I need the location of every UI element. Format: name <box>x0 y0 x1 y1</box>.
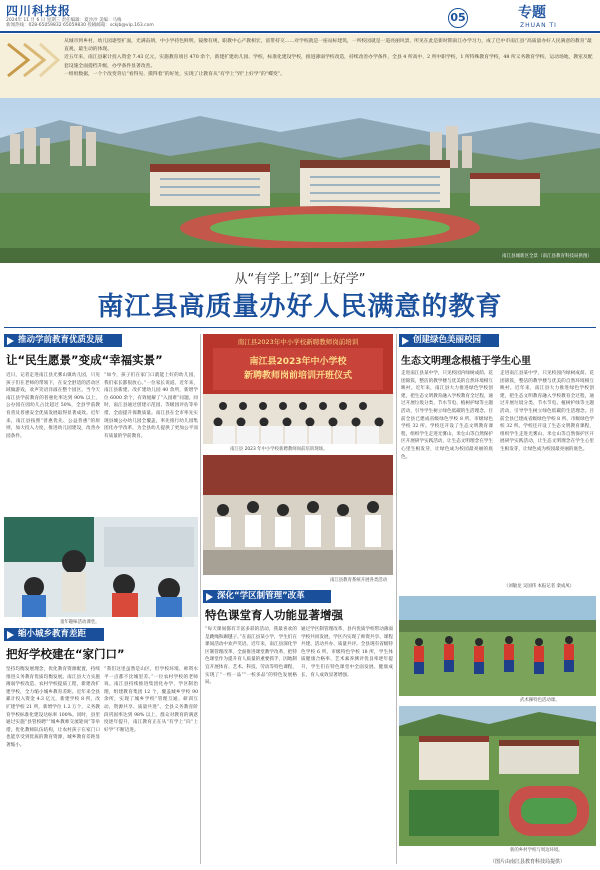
article-column: “我们这里虽然是山区，但学校环境、师资水平一点都不比城里差。”一位农村学校的老师说。南江县持续推进集团化办学、学区制治理，组建教育集团 12 个，覆盖城乡学校 90 余所，实现了城乡学校“管理互通、研训互动、资源共享、质量共进”。全县义务教育阶段巩固率达到 98% 以上，群众对教育的满意度逐年提升，南江教育正在从“有学上”向“上好学”不断迈进。 <box>104 667 198 733</box>
article-column: “每天课间都有丰富多彩的活动，我最喜欢的是跳绳和踢毽子。”在南江县某小学，学生们在课间活动中欢声笑语。近年来，南江县深化学区制管理改革，全面推进课堂教学改革，把特色课堂作为提升育人质量的重要抓手，因地制宜开展体育、艺术、科技、劳动等特色课程，实现了“一校一品”“一校多品”的特色发展格局。 <box>205 627 297 686</box>
section-title: 专题 <box>518 5 546 21</box>
article-column: 走进南江县某中学，只见校园内绿树成荫、花团锦簇，整洁的教学楼与优美的自然环境相互映衬。近年来，南江县大力推进绿色学校创建，把生态文明教育融入学校教育全过程，通过开展垃圾分类、节水节电、植树护绿等主题活动，引导学生树立绿色低碳的生活理念。目前全县已建成省级绿色学校 8 所、市级绿色学校 32 所。学校还开设了生态文明教育课程，组织学生走进光雾山、米仓山等自然保护区开展研学实践活动，让生态文明理念在学生心里生根发芽，让绿色成为校园最亮丽的底色。 <box>401 371 493 460</box>
section-headline: 生态文明理念根植于学生心里 <box>401 356 531 367</box>
section-title-en: ZHUAN TI <box>520 22 557 29</box>
title-rule <box>4 327 596 328</box>
header-rule <box>0 31 600 33</box>
article-column: 走进南江县某中学，只见校园内绿树成荫、花团锦簇，整洁的教学楼与优美的自然环境相互映衬。近年来，南江县大力推进绿色学校创建，把生态文明教育融入学校教育全过程，通过开展垃圾分类、节水节电、植树护绿等主题活动，引导学生树立绿色低碳的生活理念。目前全县已建成省级绿色学校 8 所、市级绿色学校 32 所。学校还开设了生态文明教育课程，组织学生走进光雾山、米仓山等自然保护区开展研学实践活动，让生态文明理念在学生心里生根发芽，让绿色成为校园最亮丽的底色。 <box>500 371 594 452</box>
section-headline: 把好学校建在“家门口” <box>6 647 125 661</box>
byline: （刘敏龙 吴国伟 本报记者 栾成凤） <box>504 584 575 589</box>
martial-arts-photo <box>399 596 596 696</box>
section-kicker: 创建绿色美丽校园 <box>399 334 499 347</box>
article-column: “如今，孩子们在家门口就能上好的幼儿园，我们家长都很放心。”一位家长说道。近年来，南江县新建、改扩建幼儿园 40 余所，新增学位 6000 余个，有效缓解了“入园难”问题。同时，南江县通过创建示范园、等级园评估等举措，全面提升保教质量。南江县在全市率先实现县城公办幼儿园全覆盖，率先推行幼儿园集团化办学改革，为全县幼儿提供了更加公平而有质量的学前教育。 <box>104 373 198 439</box>
date-line: 2024年 11 月 6 日 星期三 责任编辑：夏沙沙 美编：马梅 <box>6 18 122 23</box>
banner-text: 南江县2023年中小学校 <box>249 357 347 367</box>
intro-paragraph: 从城市到乡村，幼儿园逐型扩面，光满奋朗，中小学持色鲜明，镜像有规，职教中心产教相宏，富带持交……对学校就是一座站标建筑，一所校园就是一道亮丽风景，所见在此是新时期南江办学习力，成了巴中市南江县“高质量办好人民满意的教育”最直观，最生动的体现。 <box>64 39 592 53</box>
section-headline: 特色课堂育人功能显著增强 <box>205 608 343 622</box>
classroom-photo <box>4 517 198 617</box>
article-column: 近日，记者走进南江县光雾山镇幼儿园，只见孩子们在老师的带领下，在安全舒适的活动区域做游戏，欢声笑语洋溢在整个园区。当今天南江县学前教育的普惠化率达到 90% 以上，公办园在园幼儿占比超过 50%，全县学前教育普及普惠安全优质发展取得显著成效。近年来，南江县按照“普惠优先、公益普惠”的原则，加大投入力度，推进幼儿园建设，改善办园条件。 <box>6 373 100 439</box>
chevron-arrows-icon <box>4 40 60 80</box>
hero-caption: 南江县城新区全景（南江县教育科技局供图） <box>502 254 592 259</box>
section-kicker: 推动学前教育优质发展 <box>4 334 122 347</box>
intro-text <box>64 38 594 79</box>
photo-caption: 武术操特色活动课。 <box>520 698 560 703</box>
main-title: 南江县高质量办好人民满意的教育 <box>97 292 503 322</box>
column-divider <box>200 334 201 864</box>
photo-caption: 童年趣味活动课堂。 <box>60 620 100 625</box>
article-column: 坚持均衡发展理念，优化教育资源配置，持续推进义务教育优质均衡发展。南江县大力实施薄弱学校改造、农村学校提质工程，新建改扩建学校，全力缩小城乡教育差距。近年来全县累计投入资金 4.3 亿元，新建学校 8 所，改扩建学校 21 所，新增学位 1.2 万个，义务教育学校标准化建设达标率 100%。同时，县里通过实施“县管校聘”“城乡教师交流轮岗”等举措，优化教师队伍结构，让农村孩子在家门口也能享受到优质的教育资源，城乡教育差距显著缩小。 <box>6 667 100 748</box>
contact-line: 新闻热线：028-65059832 65059830 投稿邮箱：sckjb@vip.163.com <box>6 23 154 28</box>
activity-photo <box>203 455 393 575</box>
hero-photo <box>0 98 600 263</box>
column-divider <box>396 334 397 864</box>
section-headline: 让“民生愿景”变成“幸福实景” <box>6 353 163 367</box>
intro-paragraph: 一组组数据，一个个改变背后“看得见、摸得着”的好处，实现了让教育从“有学上”到“上好学”的“蝶变”。 <box>64 71 286 77</box>
training-photo <box>203 334 393 444</box>
masthead: 四川科技报 <box>6 4 72 18</box>
banner-text: 南江县2023年中小学校新聘教师岗前培训 <box>237 338 359 346</box>
subtitle: 从“有学上”到“上好学” <box>234 272 366 287</box>
photo-caption: 新的乡村学校与周边环境。 <box>510 848 563 853</box>
page-number: 05 <box>448 8 468 28</box>
intro-paragraph: 近五年来，南江县累计投入资金 7.43 亿元，实施教育项目 470 余个，新建扩建幼儿园、学校，标准化建设学校，推进薄弱学校改造，持续改善办学条件，全县 4 所高中、2 所中职学校，1 所特殊教育学校，48 所义务教育学校、运动场地，教室及配套设施全面提档升级，办学条件显著改善。 <box>64 55 593 69</box>
banner-text: 新聘教师岗前培训开班仪式 <box>243 371 353 381</box>
school-aerial-photo <box>399 706 596 846</box>
article-column: 通过学区制管理改革，县内优质学校带动薄弱学校共同发展，学区内实现了师资共享、课程共建、活动共办、质量共评。全县现有省级特色学校 6 所、市级特色学校 18 所，学生体质健康合格率、艺术素养测评优良率逐年提升，学生们在特色课堂中全面发展、健康成长，育人成效显著增强。 <box>301 627 393 678</box>
photo-caption: 南江县教育系统开展各类活动 <box>330 578 388 583</box>
section-kicker: 缩小城乡教育差距 <box>4 628 104 641</box>
section-kicker: 深化“学区制管理”改革 <box>203 590 331 603</box>
photo-source-note: （图片由南江县教育科技局提供） <box>490 859 566 865</box>
photo-caption: 南江县 2023 年中小学校新聘教师岗前培训现场。 <box>230 447 328 452</box>
